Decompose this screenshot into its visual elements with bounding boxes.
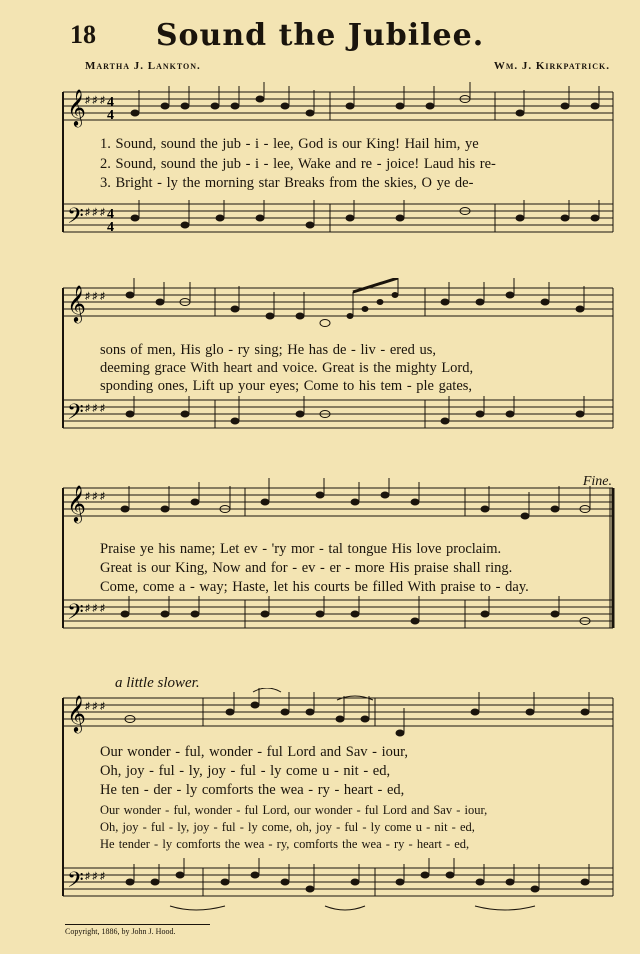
svg-text:𝄞: 𝄞 — [67, 484, 86, 522]
svg-text:4: 4 — [107, 220, 114, 235]
svg-text:♯ ♯ ♯: ♯ ♯ ♯ — [85, 603, 105, 614]
verse-line-4-2: Oh, joy - ful - ly, joy - ful - ly come u - nit - ed, — [100, 763, 391, 779]
verse-line-2-1: sons of men, His glo - ry sing; He has de - liv - ered us, — [100, 342, 436, 358]
svg-text:4: 4 — [107, 95, 114, 110]
verse-line-1-1: 1. Sound, sound the jub - i - lee, God is our King! Hail him, ye — [100, 136, 479, 152]
verse-line-3-2: Great is our King, Now and for - ev - er - more His praise shall ring. — [100, 560, 513, 576]
verse-line-1-3: 3. Bright - ly the morning star Breaks from the skies, O ye de- — [100, 175, 474, 191]
svg-text:4: 4 — [107, 207, 114, 222]
svg-text:𝄞: 𝄞 — [67, 88, 86, 126]
bass-verse-line-1: Our wonder - ful, wonder - ful Lord, our wonder - ful Lord and Sav - iour, — [100, 803, 488, 817]
copyright-notice: Copyright, 1886, by John J. Hood. — [65, 924, 210, 936]
bass-verse-line-2: Oh, joy - ful - ly, joy - ful - ly come, oh, joy - ful - ly come u - nit - ed, — [100, 820, 475, 834]
tempo-marking: a little slower. — [115, 675, 200, 691]
svg-text:♯ ♯ ♯: ♯ ♯ ♯ — [85, 701, 105, 712]
page-number: 18 — [70, 20, 96, 49]
svg-text:𝄞: 𝄞 — [67, 694, 86, 732]
svg-text:𝄢: 𝄢 — [67, 600, 84, 630]
author-credit: Martha J. Lankton. — [85, 60, 201, 72]
verse-line-2-3: sponding ones, Lift up your eyes; Come to his tem - ple gates, — [100, 378, 473, 394]
bass-verse-line-3: He tender - ly comforts the wea - ry, comforts the wea - ry - heart - ed, — [100, 837, 470, 851]
svg-text:♯ ♯ ♯: ♯ ♯ ♯ — [85, 491, 105, 502]
svg-text:♯ ♯ ♯: ♯ ♯ ♯ — [85, 95, 105, 106]
svg-text:𝄢: 𝄢 — [67, 204, 84, 234]
svg-text:𝄞: 𝄞 — [67, 284, 86, 322]
verse-line-2-2: deeming grace With heart and voice. Great is the mighty Lord, — [100, 360, 474, 376]
verse-line-4-3: He ten - der - ly comforts the wea - ry - heart - ed, — [100, 782, 405, 798]
verse-line-3-1: Praise ye his name; Let ev - 'ry mor - tal tongue His love proclaim. — [100, 541, 502, 557]
svg-text:♯ ♯ ♯: ♯ ♯ ♯ — [85, 291, 105, 302]
composer-credit: Wm. J. Kirkpatrick. — [493, 60, 610, 72]
svg-text:♯ ♯ ♯: ♯ ♯ ♯ — [85, 403, 105, 414]
verse-line-1-2: 2. Sound, sound the jub - i - lee, Wake and re - joice! Laud his re- — [100, 156, 496, 172]
svg-text:𝄢: 𝄢 — [67, 868, 84, 898]
hymn-title: Sound the Jubilee. — [155, 18, 485, 53]
svg-text:𝄢: 𝄢 — [67, 400, 84, 430]
svg-text:4: 4 — [107, 108, 114, 123]
fine-marking: Fine. — [582, 474, 612, 489]
svg-text:♯ ♯ ♯: ♯ ♯ ♯ — [85, 871, 105, 882]
verse-line-4-1: Our wonder - ful, wonder - ful Lord and Sav - iour, — [100, 744, 408, 760]
svg-text:♯ ♯ ♯: ♯ ♯ ♯ — [85, 207, 105, 218]
verse-line-3-3: Come, come a - way; Haste, let his courts be filled With praise to - day. — [100, 579, 529, 595]
